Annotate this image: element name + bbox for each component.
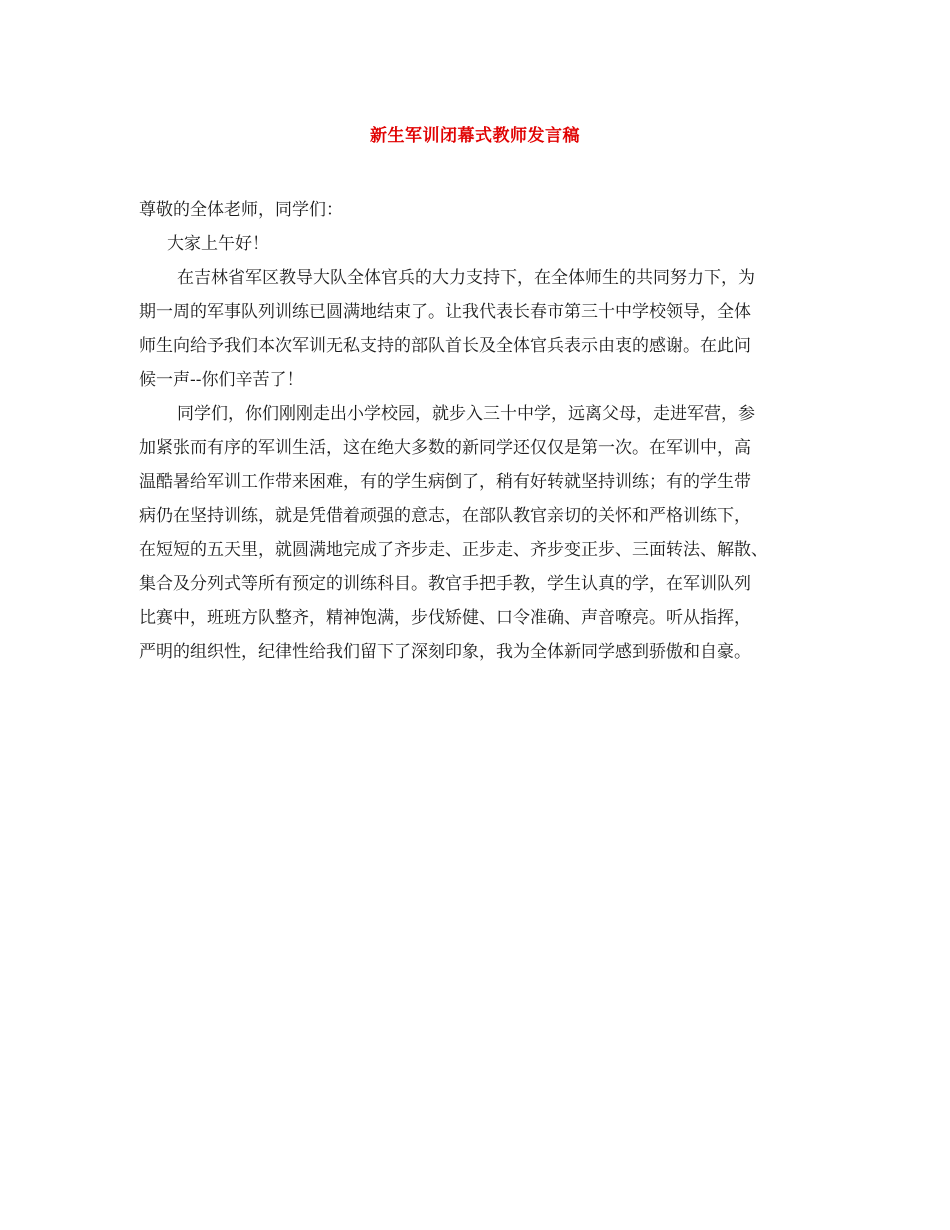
body-line: 师生向给予我们本次军训无私支持的部队首长及全体官兵表示由衷的感谢。在此问 xyxy=(139,336,751,356)
body-line: 集合及分列式等所有预定的训练科目。教官手把手教，学生认真的学，在军训队列 xyxy=(139,574,751,594)
body-line: 大家上午好！ xyxy=(167,234,269,254)
body-line: 温酷暑给军训工作带来困难，有的学生病倒了，稍有好转就坚持训练；有的学生带 xyxy=(139,472,751,492)
body-line: 尊敬的全体老师，同学们： xyxy=(139,200,343,220)
document-body xyxy=(139,193,819,669)
document-title: 新生军训闭幕式教师发言稿 xyxy=(370,126,580,146)
body-line: 比赛中，班班方队整齐，精神饱满，步伐矫健、口令准确、声音嘹亮。听从指挥， xyxy=(139,608,751,628)
body-line: 同学们，你们刚刚走出小学校园，就步入三十中学，远离父母，走进军营，参 xyxy=(177,404,755,424)
body-line: 期一周的军事队列训练已圆满地结束了。让我代表长春市第三十中学校领导，全体 xyxy=(139,302,751,322)
body-line: 在短短的五天里，就圆满地完成了齐步走、正步走、齐步变正步、三面转法、解散、 xyxy=(139,540,768,560)
body-line: 在吉林省军区教导大队全体官兵的大力支持下，在全体师生的共同努力下，为 xyxy=(177,268,755,288)
body-line: 候一声--你们辛苦了！ xyxy=(139,370,304,390)
body-line: 病仍在坚持训练，就是凭借着顽强的意志，在部队教官亲切的关怀和严格训练下， xyxy=(139,506,751,526)
body-line: 加紧张而有序的军训生活，这在绝大多数的新同学还仅仅是第一次。在军训中，高 xyxy=(139,438,751,458)
body-line: 严明的组织性，纪律性给我们留下了深刻印象，我为全体新同学感到骄傲和自豪。 xyxy=(139,642,751,662)
